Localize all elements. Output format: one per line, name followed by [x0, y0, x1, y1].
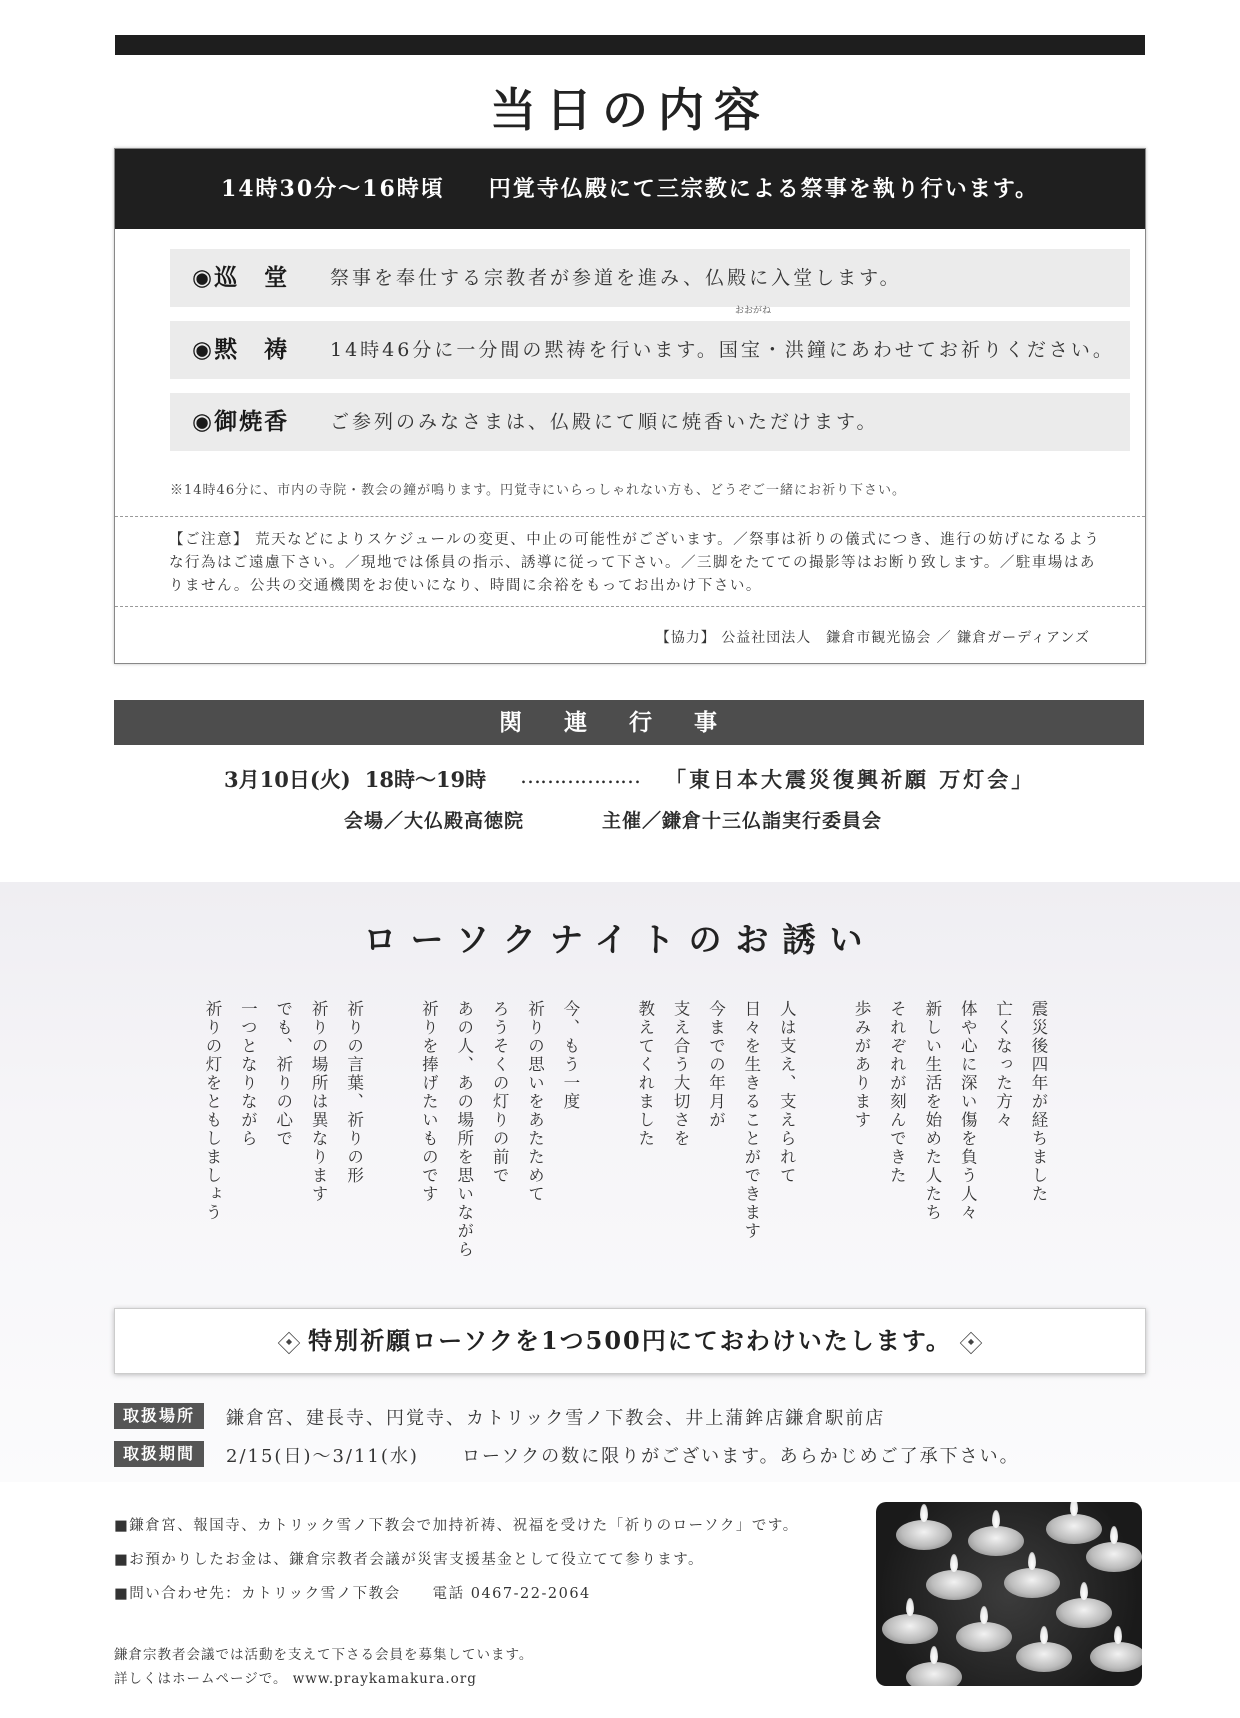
poem-line: 祈りの言葉、祈りの形	[344, 1000, 364, 1185]
candle-icon	[1016, 1642, 1072, 1672]
candle-icon	[1004, 1568, 1060, 1598]
poem-line: 新しい生活を始めた人たち	[922, 1000, 942, 1222]
poem-stanza-gap	[377, 1000, 405, 1240]
poem-line: 人は支え、支えられて	[777, 1000, 797, 1185]
blessing-note: ■鎌倉宮、報国寺、カトリック雪ノ下教会で加持祈祷、祝福を受けた「祈りのローソク」です。	[114, 1518, 799, 1534]
poem-line: 体や心に深い傷を負う人々	[958, 1000, 978, 1222]
candle-icon	[926, 1570, 982, 1600]
special-candle-offer	[114, 1308, 1146, 1374]
candles-photo	[876, 1502, 1142, 1686]
poem-line: 教えてくれました	[635, 1000, 655, 1148]
poem-line: 支え合う大切さを	[671, 1000, 691, 1148]
related-venue: 会場／大仏殿高徳院	[344, 810, 525, 832]
poem-stanza-gap	[810, 1000, 838, 1240]
poem-line: 一つとなりながら	[238, 1000, 258, 1148]
cooperation-credit: 【協力】 公益社団法人 鎌倉市観光協会 ／ 鎌倉ガーディアンズ	[655, 630, 1090, 646]
offer-text: 特別祈願ローソクを1つ500円にておわけいたします。	[308, 1326, 952, 1355]
program-item-desc: 14時46分に一分間の黙祷を行います。国宝・洪鐘にあわせてお祈りください。	[330, 339, 1115, 361]
poem-line: でも、祈りの心で	[273, 1000, 293, 1148]
related-event-name: 「東日本大震災復興祈願 万灯会」	[665, 767, 1036, 792]
related-date: 3月10日(火)	[224, 767, 351, 792]
program-item-name: ◉御焼香	[192, 408, 290, 435]
program-item-junkdo	[170, 249, 1130, 307]
poem-line: 日々を生きることができます	[741, 1000, 761, 1241]
fund-note: ■お預かりしたお金は、鎌倉宗教者会議が災害支援基金として役立てて参ります。	[114, 1552, 705, 1568]
diamond-icon	[278, 1331, 300, 1353]
bell-note: ※14時46分に、市内の寺院・教会の鐘が鳴ります。円覚寺にいらっしゃれない方も、どうぞご一緒にお祈り下さい。	[170, 483, 907, 498]
related-events-heading: 関連行事	[114, 700, 1144, 745]
program-box	[114, 148, 1146, 664]
related-event-line	[224, 764, 1036, 794]
poem-line: あの人、あの場所を思いながら	[454, 1000, 474, 1259]
related-time: 18時～19時	[364, 767, 487, 792]
candle-icon	[1090, 1642, 1142, 1672]
ruby-ogane: おおがね	[735, 306, 772, 316]
related-organizer: 主催／鎌倉十三仏詣実行委員会	[602, 810, 883, 832]
poem-stanza-gap	[593, 1000, 621, 1240]
program-item-name: ◉巡 堂	[192, 264, 290, 291]
poem-line: それぞれが刻んできた	[887, 1000, 907, 1185]
page-title: 当日の内容	[490, 83, 770, 137]
caution-text: 【ご注意】 荒天などによりスケジュールの変更、中止の可能性がございます。／祭事は祈りの儀式につき、進行の妨げになるような行為はご遠慮下さい。／現地では係員の指示、誘導に従って下さい。／三脚をたてての撮影等はお断り致します。／駐車場はありません。公共の交通機関をお使いになり、時間に余裕をもってお出かけ下さい。	[169, 532, 1101, 594]
period-text: ローソクの数に限りがございます。あらかじめご了承下さい。	[462, 1446, 1020, 1467]
period-label: 取扱期間	[114, 1441, 204, 1467]
program-item-desc: ご参列のみなさまは、仏殿にて順に焼香いただけます。	[330, 411, 879, 433]
dashed-divider	[115, 516, 1145, 517]
program-item-mokuto	[170, 306, 1130, 379]
poem-line: 歩みがあります	[852, 1000, 872, 1130]
candle-icon	[956, 1622, 1012, 1652]
top-divider-bar	[115, 35, 1145, 55]
program-item-name: ◉黙 祷	[192, 336, 290, 363]
candle-night-title: ローソクナイトのお誘い	[363, 920, 877, 959]
poem-line: 祈りの灯をともしましょう	[203, 1000, 222, 1222]
related-venue-line	[344, 806, 883, 833]
poem-line: ろうそくの灯りの前で	[490, 1000, 510, 1185]
candle-icon	[906, 1662, 962, 1686]
website-text: 詳しくはホームページで。 www.praykamakura.org	[114, 1671, 477, 1687]
recruit-text: 鎌倉宗教者会議では活動を支えて下さる会員を募集しています。	[114, 1647, 534, 1663]
schedule-time: 14時30分～16時頃	[220, 176, 445, 202]
program-item-desc: 祭事を奉仕する宗教者が参道を進み、仏殿に入堂します。	[330, 267, 902, 289]
candle-icon	[1056, 1598, 1112, 1628]
poem-line: 祈りを捧げたいものです	[419, 1000, 439, 1204]
diamond-icon	[960, 1331, 982, 1353]
candle-icon	[1086, 1542, 1142, 1572]
candle-night-poem	[200, 1000, 1050, 1259]
poem-line: 今までの年月が	[706, 1000, 726, 1130]
candle-icon	[1046, 1514, 1102, 1544]
period-dates: 2/15(日)～3/11(水)	[226, 1446, 419, 1467]
poem-line: 祈りの場所は異なります	[309, 1000, 329, 1204]
candle-icon	[968, 1526, 1024, 1556]
poem-line: 今、もう一度	[560, 1000, 580, 1111]
leader-dots: ………………	[520, 764, 640, 788]
dashed-divider	[115, 606, 1145, 607]
schedule-description: 円覚寺仏殿にて三宗教による祭事を執り行います。	[488, 176, 1040, 202]
poem-line: 震災後四年が経ちました	[1028, 1000, 1048, 1204]
poem-line: 祈りの思いをあたためて	[525, 1000, 545, 1204]
schedule-header	[115, 149, 1145, 229]
contact-info: ■問い合わせ先：カトリック雪ノ下教会 電話 0467-22-2064	[114, 1586, 591, 1602]
program-item-oshoko	[170, 393, 1130, 451]
candle-icon	[882, 1614, 938, 1644]
candle-icon	[896, 1520, 952, 1550]
poem-line: 亡くなった方々	[993, 1000, 1013, 1130]
locations-text: 鎌倉宮、建長寺、円覚寺、カトリック雪ノ下教会、井上蒲鉾店鎌倉駅前店	[226, 1408, 886, 1429]
locations-label: 取扱場所	[114, 1403, 204, 1429]
